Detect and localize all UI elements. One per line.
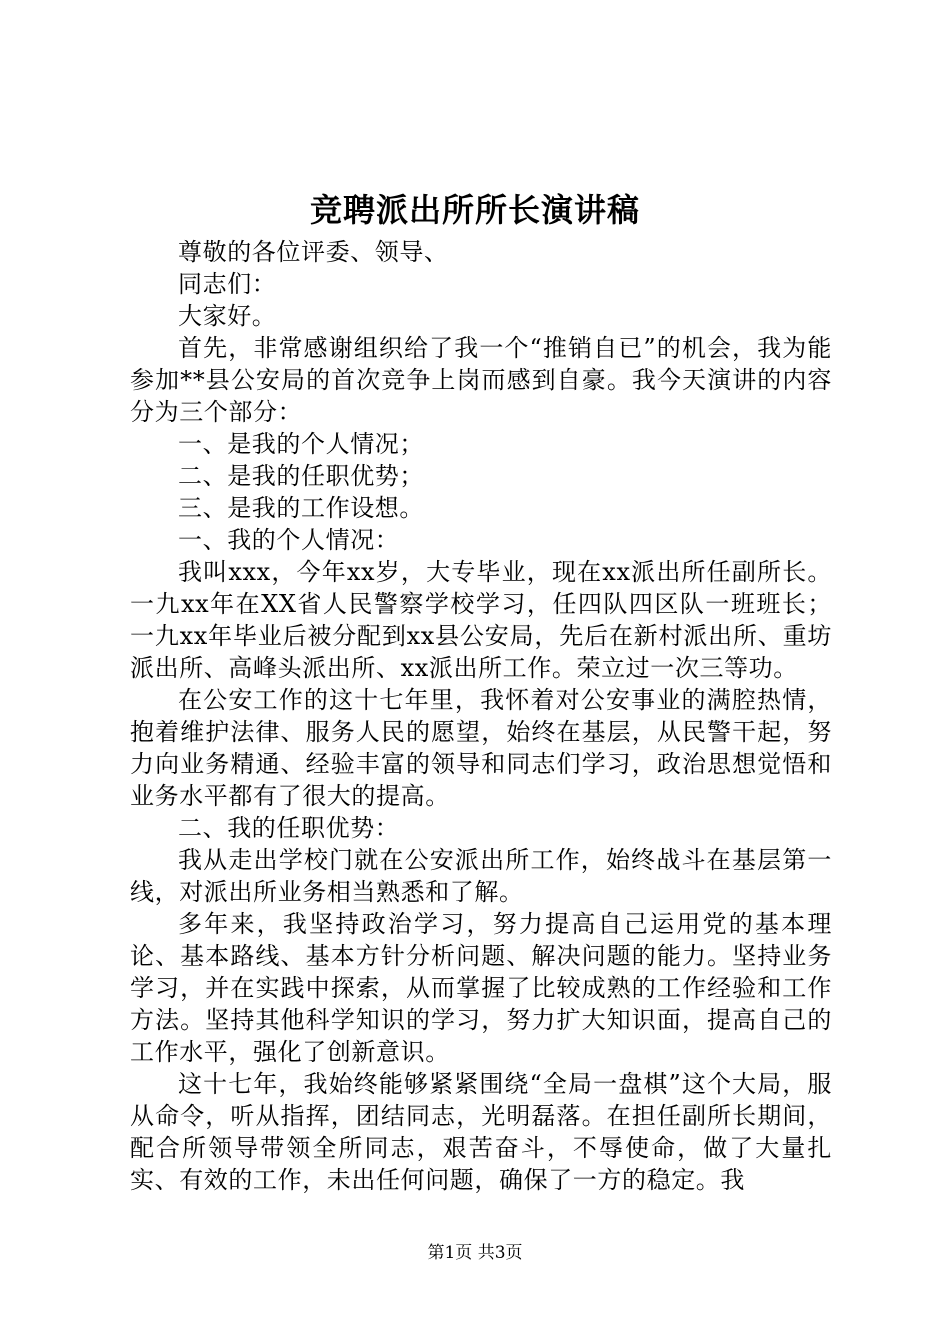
document-title: 竞聘派出所所长演讲稿 [309, 191, 640, 229]
section-heading: 一、我的个人情况： [178, 526, 400, 554]
paragraph: 这十七年，我始终能够紧紧围绕“全局一盘棋”这个大局，服从命令，听从指挥，团结同志，光明磊落。在担任副所长期间，配合所领导带领全所同志，艰苦奋斗，不辱使命，做了大量扎实、有效的工作，未出任何问题，确保了一方的稳定。我 [130, 1070, 832, 1194]
paragraph: 在公安工作的这十七年里，我怀着对公安事业的满腔热情，抱着维护法律、服务人民的愿望，始终在基层，从民警干起，努力向业务精通、经验丰富的领导和同志们学习，政治思想觉悟和业务水平都有了很大的提高。 [130, 686, 832, 810]
paragraph: 多年来，我坚持政治学习，努力提高自己运用党的基本理论、基本路线、基本方针分析问题、解决问题的能力。坚持业务学习，并在实践中探索，从而掌握了比较成熟的工作经验和工作方法。坚持其他科学知识的学习，努力扩大知识面，提高自己的工作水平，强化了创新意识。 [130, 910, 832, 1066]
document-body [130, 236, 832, 1196]
paragraph: 我叫xxx，今年xx岁，大专毕业，现在xx派出所任副所长。一九xx年在XX省人民警察学校学习，任四队四区队一班班长；一九xx年毕业后被分配到xx县公安局，先后在新村派出所、重坊派出所、高峰头派出所、xx派出所工作。荣立过一次三等功。 [130, 558, 832, 682]
paragraph: 我从走出学校门就在公安派出所工作，始终战斗在基层第一线，对派出所业务相当熟悉和了解。 [130, 846, 832, 906]
paragraph: 三、是我的工作设想。 [178, 494, 424, 522]
paragraph: 二、是我的任职优势； [178, 462, 424, 490]
section-heading: 二、我的任职优势： [178, 814, 400, 842]
paragraph: 首先，非常感谢组织给了我一个“推销自已”的机会，我为能参加**县公安局的首次竞争上岗而感到自豪。我今天演讲的内容分为三个部分： [130, 334, 832, 426]
page-footer: 第1页 共3页 [427, 1243, 523, 1263]
paragraph: 大家好。 [178, 302, 277, 330]
paragraph: 同志们： [178, 270, 277, 298]
paragraph: 一、是我的个人情况； [178, 430, 424, 458]
paragraph: 尊敬的各位评委、领导、 [178, 238, 449, 266]
